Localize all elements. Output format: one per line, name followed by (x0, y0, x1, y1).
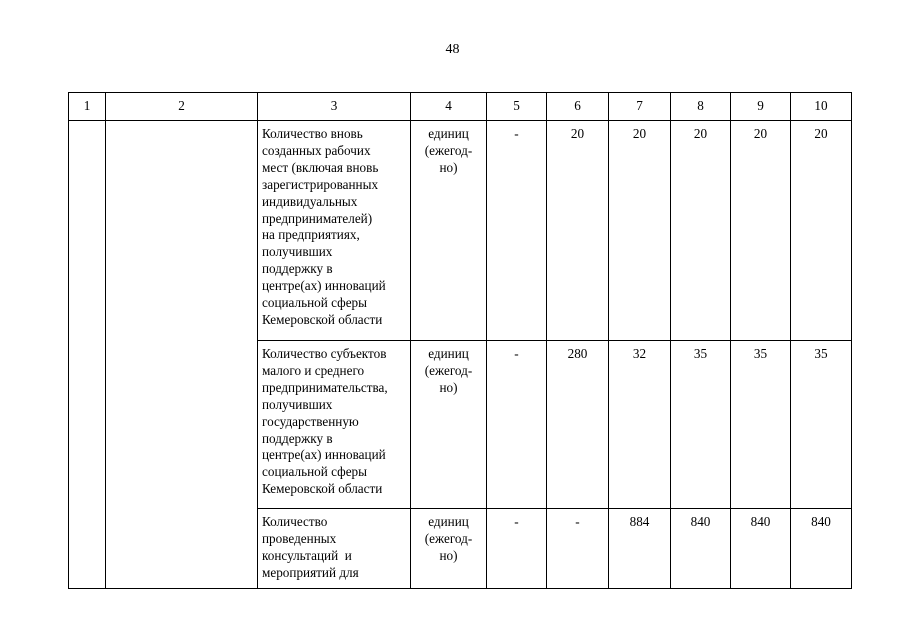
indicator-name-line: социальной сферы (262, 464, 367, 480)
indicator-name-line: Кемеровской области (262, 481, 383, 497)
unit-cell (411, 341, 487, 509)
value-cell: 20 (609, 121, 671, 341)
indicator-name-line: малого и среднего (262, 362, 365, 378)
unit-line: (ежегод- (424, 530, 473, 546)
value-cell: 20 (671, 121, 731, 341)
column-header: 1 (69, 93, 106, 121)
page-number: 48 (445, 42, 460, 57)
indicator-name-line: мест (включая вновь (262, 159, 379, 175)
indicator-name-line: консультаций и (262, 547, 352, 563)
indicator-name-line: социальной сферы (262, 295, 367, 311)
unit-line: единиц (428, 514, 469, 529)
value-cell: - (487, 509, 547, 589)
indicator-name-line: зарегистрированных (262, 176, 379, 192)
indicator-name-cell (258, 121, 411, 341)
value-cell: 32 (609, 341, 671, 509)
column-header: 9 (731, 93, 791, 121)
value-cell: 20 (547, 121, 609, 341)
table-body (69, 121, 852, 589)
value-cell: 840 (791, 509, 852, 589)
unit-line: но) (439, 547, 458, 563)
indicator-name-line: Количество вновь (262, 126, 363, 141)
indicator-name-line: Количество субъектов (262, 346, 387, 361)
indicators-table (68, 92, 852, 589)
value-cell: 280 (547, 341, 609, 509)
column-header: 4 (411, 93, 487, 121)
unit-line: (ежегод- (424, 362, 473, 378)
unit-line: единиц (428, 346, 469, 361)
indicator-name-line: предпринимательства, (262, 379, 388, 395)
column-header: 6 (547, 93, 609, 121)
cell-col2 (106, 121, 258, 589)
indicator-name-line: Количество (262, 514, 328, 529)
value-cell: 35 (731, 341, 791, 509)
unit-line: (ежегод- (424, 142, 473, 158)
value-cell: 35 (671, 341, 731, 509)
table-row (69, 121, 852, 341)
indicator-name-line: предпринимателей) (262, 210, 373, 226)
unit-cell (411, 509, 487, 589)
indicator-name-line: на предприятиях, (262, 227, 360, 243)
indicator-name-line: получивших (262, 244, 333, 260)
column-header: 10 (791, 93, 852, 121)
indicator-name-line: мероприятий для (262, 564, 359, 580)
value-cell: - (487, 341, 547, 509)
indicator-name-cell (258, 509, 411, 589)
indicator-name-line: получивших (262, 396, 333, 412)
indicator-name-line: индивидуальных (262, 193, 358, 209)
indicator-name-line: государственную (262, 413, 359, 429)
indicator-name-line: проведенных (262, 530, 337, 546)
column-header: 3 (258, 93, 411, 121)
value-cell: - (547, 509, 609, 589)
indicator-name-line: поддержку в (262, 430, 333, 446)
indicator-name-line: поддержку в (262, 261, 333, 277)
column-header: 7 (609, 93, 671, 121)
cell-col1 (69, 121, 106, 589)
table-header (69, 93, 852, 121)
unit-line: но) (439, 379, 458, 395)
value-cell: 20 (731, 121, 791, 341)
value-cell: 20 (791, 121, 852, 341)
indicator-name-line: Кемеровской области (262, 311, 383, 327)
indicator-name-line: центре(ах) инноваций (262, 278, 386, 294)
value-cell: - (487, 121, 547, 341)
value-cell: 35 (791, 341, 852, 509)
value-cell: 884 (609, 509, 671, 589)
header-row (69, 93, 852, 121)
unit-line: единиц (428, 126, 469, 141)
indicator-name-line: созданных рабочих (262, 142, 371, 158)
column-header: 8 (671, 93, 731, 121)
column-header: 2 (106, 93, 258, 121)
value-cell: 840 (731, 509, 791, 589)
unit-cell (411, 121, 487, 341)
indicator-name-line: центре(ах) инноваций (262, 447, 386, 463)
value-cell: 840 (671, 509, 731, 589)
unit-line: но) (439, 159, 458, 175)
column-header: 5 (487, 93, 547, 121)
indicator-name-cell (258, 341, 411, 509)
